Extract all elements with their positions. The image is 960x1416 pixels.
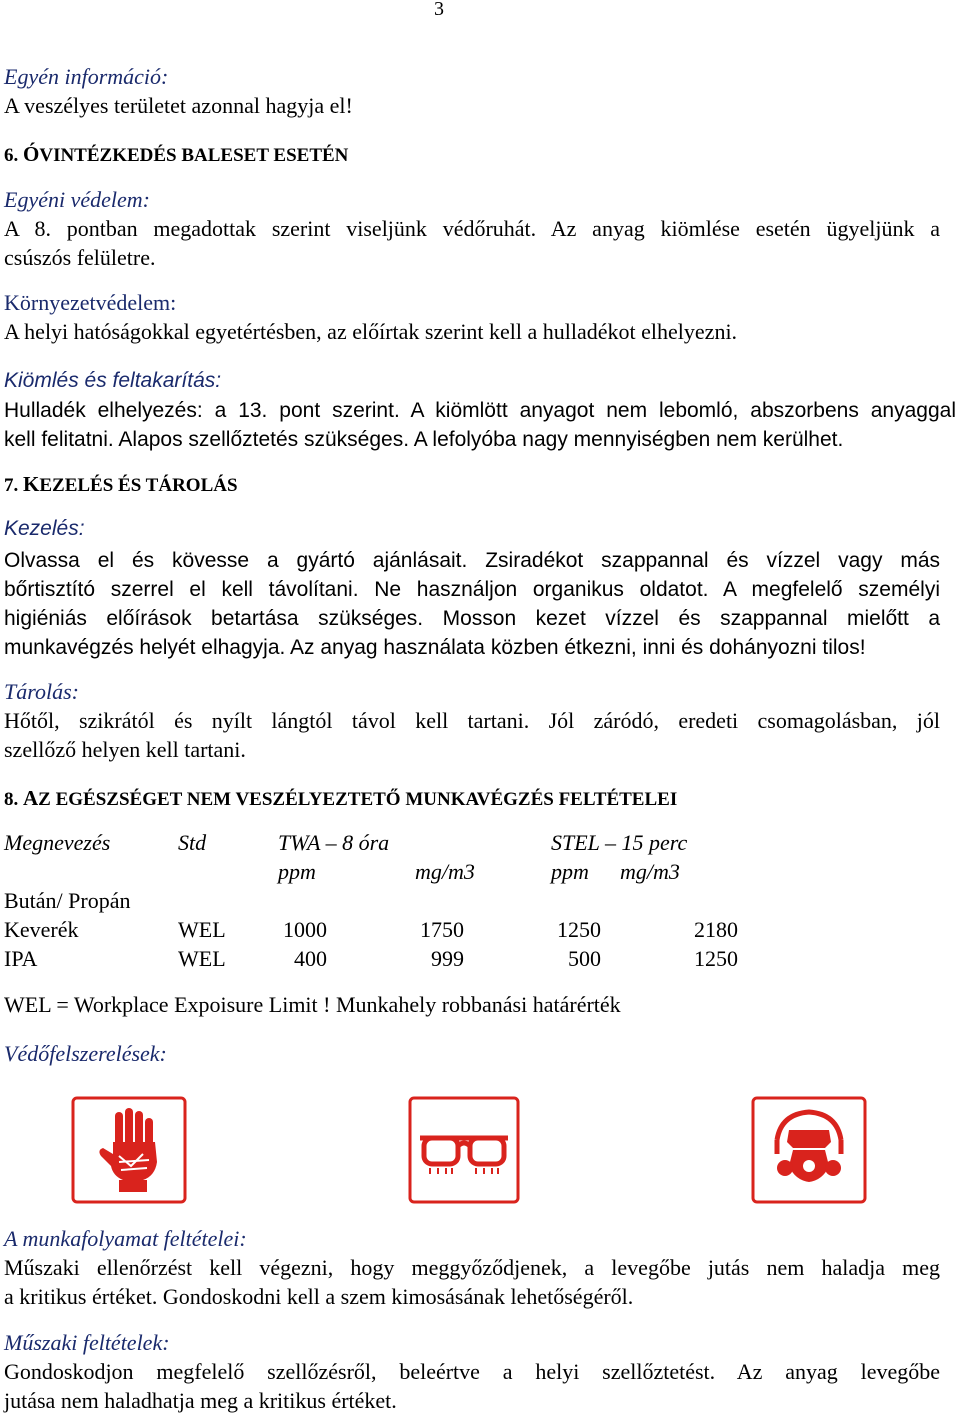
storage-heading: Tárolás: [4, 679, 79, 704]
section-6-heading [4, 142, 348, 167]
col-header-twa: TWA – 8 óra [278, 830, 390, 855]
environment-text: A helyi hatóságokkal egyetértésben, az előírtak szerint kell a hulladékot elhelyezni. [4, 319, 738, 344]
unit-twa-mgm3: mg/m3 [415, 859, 475, 884]
technical-conditions-line-1: Gondoskodjon megfelelő szellőzésről, beleértve a helyi szellőztetést. Az anyag levegőbe [4, 1359, 940, 1384]
storage-line-1: Hőtől, szikrától és nyílt lángtól távol kell tartani. Jól záródó, eredeti csomagolásban, jól [4, 708, 940, 733]
section-6-title: VINTÉZKEDÉS BALESET ESETÉN [39, 145, 349, 166]
row-stel-mg: 1250 [694, 946, 738, 971]
goggles-icon [408, 1096, 520, 1204]
section-8-heading [4, 786, 677, 811]
work-conditions-line-2: a kritikus értéket. Gondoskodni kell a szem kimosásának lehetőségéről. [4, 1284, 634, 1309]
section-8-first-letter: A [23, 786, 39, 810]
unit-twa-ppm: ppm [278, 859, 316, 884]
environment-heading: Környezetvédelem: [4, 290, 177, 315]
group-label: Bután/ Propán [4, 888, 131, 913]
spill-cleanup-line-1: Hulladék elhelyezés: a 13. pont szerint. A kiömlött anyagot nem lebomló, abszorbens anyaggal [4, 399, 956, 422]
section-7-first-letter: K [23, 472, 40, 496]
row-twa-mg: 1750 [420, 917, 464, 942]
section-6-first-letter: Ó [23, 142, 40, 166]
gloves-icon [71, 1096, 187, 1204]
technical-conditions-line-2: jutása nem haladhatja meg a kritikus értéket. [4, 1388, 397, 1413]
individual-info-heading: Egyén információ: [4, 64, 169, 89]
work-conditions-line-1: Műszaki ellenőrzést kell végezni, hogy meggyőződjenek, a levegőbe jutás nem haladja meg [4, 1255, 940, 1280]
wel-note: WEL = Workplace Expoisure Limit ! Munkahely robbanási határérték [4, 992, 621, 1017]
individual-info-text: A veszélyes területet azonnal hagyja el! [4, 93, 353, 118]
work-conditions-heading: A munkafolyamat feltételei: [4, 1226, 247, 1251]
page-number: 3 [434, 0, 444, 20]
section-8-number: 8. [4, 789, 19, 810]
handling-line-3: higiéniás előírások betartása szükséges. Mosson kezet vízzel és szappannal mielőtt a [4, 607, 940, 630]
section-6-number: 6. [4, 145, 19, 166]
row-std: WEL [178, 946, 226, 971]
technical-conditions-heading: Műszaki feltételek: [4, 1330, 170, 1355]
personal-protection-line-2: csúszós felületre. [4, 245, 156, 270]
ppe-heading: Védőfelszerelések: [4, 1041, 167, 1066]
handling-line-4: munkavégzés helyét elhagyja. Az anyag használata közben étkezni, inni és dohányozni tilos! [4, 636, 866, 659]
storage-line-2: szellőző helyen kell tartani. [4, 737, 246, 762]
personal-protection-line-1: A 8. pontban megadottak szerint viseljünk védőruhát. Az anyag kiömlése esetén ügyeljünk a [4, 216, 940, 241]
section-7-heading [4, 472, 238, 497]
row-twa-mg: 999 [431, 946, 464, 971]
section-7-title: EZELÉS ÉS TÁROLÁS [39, 475, 238, 496]
section-8-title: Z EGÉSZSÉGET NEM VESZÉLYEZTETŐ MUNKAVÉGZÉS FELTÉTELEI [38, 789, 678, 810]
row-stel-mg: 2180 [694, 917, 738, 942]
row-name: Keverék [4, 917, 79, 942]
col-header-name: Megnevezés [4, 830, 111, 855]
spill-cleanup-heading: Kiömlés és feltakarítás: [4, 369, 222, 392]
row-twa-ppm: 400 [294, 946, 327, 971]
personal-protection-heading: Egyéni védelem: [4, 187, 150, 212]
section-7-number: 7. [4, 475, 19, 496]
spill-cleanup-line-2: kell felitatni. Alapos szellőztetés szükséges. A lefolyóba nagy mennyiségben nem kerülhet. [4, 428, 844, 451]
row-name: IPA [4, 946, 38, 971]
unit-stel-ppm: ppm [551, 859, 589, 884]
row-stel-ppm: 500 [568, 946, 601, 971]
col-header-std: Std [178, 830, 207, 855]
col-header-stel: STEL – 15 perc [551, 830, 688, 855]
row-std: WEL [178, 917, 226, 942]
row-stel-ppm: 1250 [557, 917, 601, 942]
handling-line-1: Olvassa el és kövesse a gyártó ajánlásait. Zsiradékot szappannal és vízzel vagy más [4, 549, 940, 572]
row-twa-ppm: 1000 [283, 917, 327, 942]
handling-line-2: bőrtisztító szerrel el kell távolítani. Ne használjon organikus oldatot. A megfelelő személyi [4, 578, 940, 601]
respirator-icon [751, 1096, 867, 1204]
handling-heading: Kezelés: [4, 517, 85, 540]
unit-stel-mgm3: mg/m3 [620, 859, 680, 884]
